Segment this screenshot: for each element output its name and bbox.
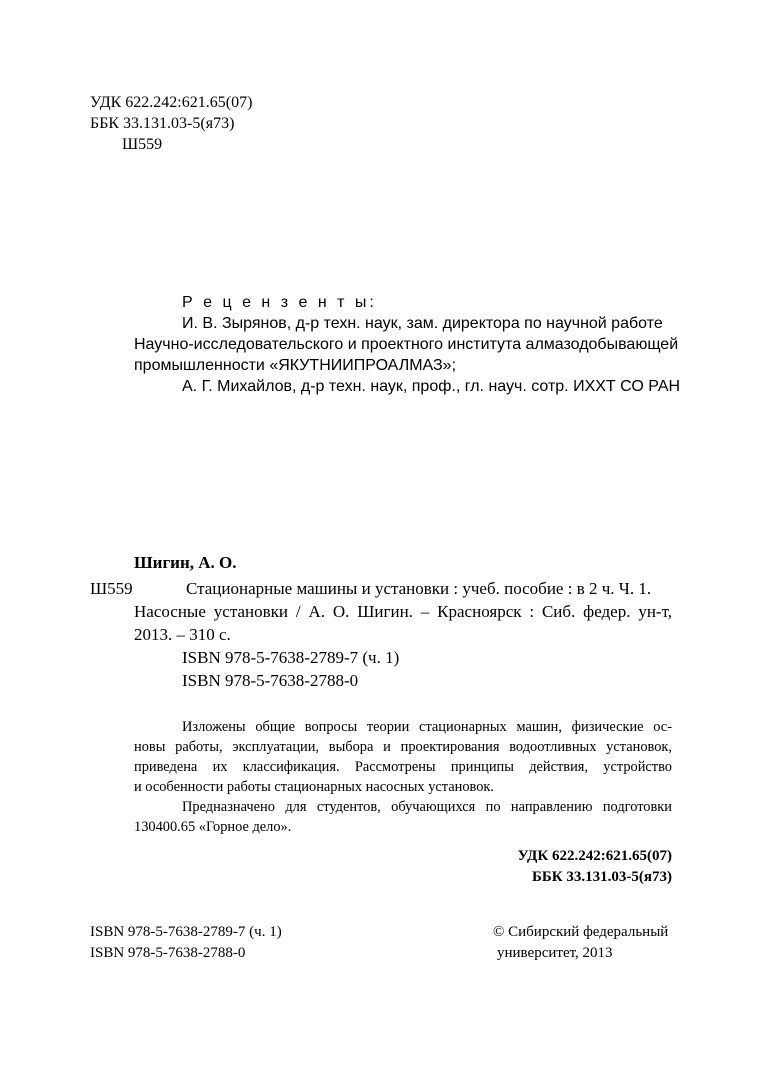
reviewer-1-line-2: Научно-исследовательского и проектного института алмазодобывающей xyxy=(134,336,679,353)
annotation-block xyxy=(134,717,672,837)
record-line-3: 2013. – 310 с. xyxy=(134,625,231,644)
reviewer-2-line-1: А. Г. Михайлов, д-р техн. наук, проф., гл. науч. сотр. ИХХТ СО РАН xyxy=(182,378,681,395)
footer-isbn-1: ISBN 978-5-7638-2789-7 (ч. 1) xyxy=(90,924,282,940)
annotation-p1-line-1: Изложены общие вопросы теории стационарных машин, физические ос- xyxy=(182,719,672,735)
record-line-2: Насосные установки / А. О. Шигин. – Красноярск : Сиб. федер. ун-т, xyxy=(134,602,672,621)
annotation-p2-line-1: Предназначено для студентов, обучающихся по направлению подготовки xyxy=(182,799,672,815)
record-author: Шигин, А. О. xyxy=(134,553,237,572)
reviewer-1-line-1: И. В. Зырянов, д-р техн. наук, зам. директора по научной работе xyxy=(182,315,663,332)
reviewers-block xyxy=(134,292,681,397)
bibliographic-record xyxy=(90,577,672,692)
annotation-p1-line-2: новы работы, эксплуатации, выбора и проектирования водоотливных установок, xyxy=(134,739,672,755)
annotation-p2-line-2: 130400.65 «Горное дело». xyxy=(134,819,292,835)
record-code: Ш559 xyxy=(90,579,133,598)
annotation-p1-line-4: и особенности работы стационарных насосных установок. xyxy=(134,779,495,795)
annotation-p1-line-3: приведена их классификация. Рассмотрены принципы действия, устройство xyxy=(134,759,672,775)
bbk-code-bottom: ББК 33.131.03-5(я73) xyxy=(531,869,672,885)
author-sign: Ш559 xyxy=(122,136,163,153)
udk-code: УДК 622.242:621.65(07) xyxy=(90,94,253,111)
reviewers-heading: Р е ц е н з е н т ы: xyxy=(182,294,377,311)
udk-code-bottom: УДК 622.242:621.65(07) xyxy=(517,848,672,864)
copyright-line-1: © Сибирский федеральный xyxy=(493,924,669,940)
record-isbn-2: ISBN 978-5-7638-2788-0 xyxy=(182,671,359,690)
copyright-block xyxy=(493,922,668,964)
bbk-code: ББК 33.131.03-5(я73) xyxy=(90,115,235,132)
record-isbn-1: ISBN 978-5-7638-2789-7 (ч. 1) xyxy=(182,648,400,667)
reviewer-1-line-3: промышленности «ЯКУТНИИПРОАЛМАЗ»; xyxy=(134,357,457,374)
record-line-1: Стационарные машины и установки : учеб. пособие : в 2 ч. Ч. 1. xyxy=(186,579,652,598)
footer-isbn-block xyxy=(90,922,282,964)
classification-block-bottom xyxy=(518,846,672,888)
classification-block-top xyxy=(90,92,252,155)
copyright-line-2: университет, 2013 xyxy=(497,945,613,961)
footer-isbn-2: ISBN 978-5-7638-2788-0 xyxy=(90,945,246,961)
